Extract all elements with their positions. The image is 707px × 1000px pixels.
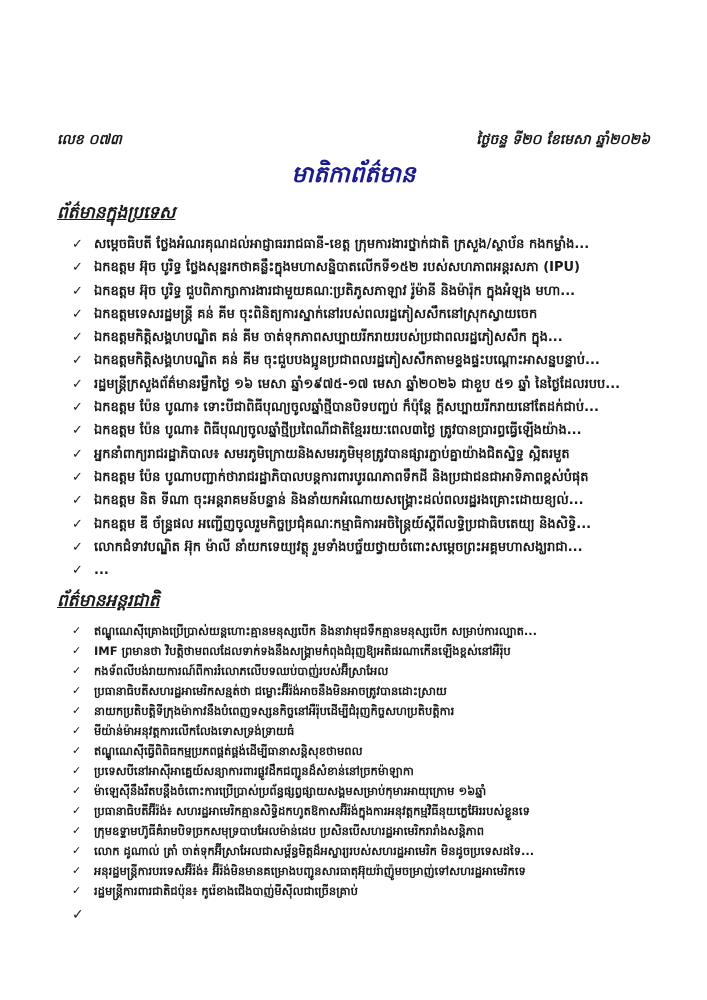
list-item xyxy=(72,326,650,349)
check-icon: ✓ xyxy=(72,684,82,698)
check-icon: ✓ xyxy=(72,330,83,346)
check-icon: ✓ xyxy=(72,423,83,439)
check-icon: ✓ xyxy=(72,353,83,369)
list-item-text: រដ្ឋមន្ត្រីការពារជាតិជប៉ុន៖ កូរ៉េខាងជើងបាញ់មីស៊ីលជាច្រើនគ្រាប់ xyxy=(94,884,358,899)
check-icon: ✓ xyxy=(72,469,83,485)
check-icon: ✓ xyxy=(72,376,83,392)
list-item xyxy=(72,419,650,442)
list-item-text: ប្រធានាធិបតីអ៊ីរ៉ង់៖ សហរដ្ឋអាមេរិកគ្មានសិទ្ធិដកហូតឱកាសអ៊ីរ៉ង់ក្នុងការអនុវត្តកម្មវិធីនុយក្លេអ៊ែររបស់ខ្លួនទេ xyxy=(94,804,530,819)
list-item xyxy=(72,721,650,741)
list-item-text: ឯកឧត្តមទេសរដ្ឋមន្ត្រី គន់ គីម ចុះពិនិត្យការស្នាក់នៅរបស់ពលរដ្ឋភៀសសឹកនៅស្រុកស្វាយចេក xyxy=(94,306,538,322)
list-item-text: ឯកឧត្តម អ៊ុច បូរិទ្ធ ជួបពិភាក្សាការងារជាមួយគណៈប្រតិភូសភាឡាវ រ៉ូម៉ានី និងម៉ារ៉ុក ក្នុងអំឡុង មហា... xyxy=(94,283,576,299)
list-item xyxy=(72,681,650,701)
list-item-text: រដ្ឋមន្ត្រីក្រសួងព័ត៌មានរម្លឹកថ្ងៃ ១៦ មេសា ឆ្នាំ១៩៧៥-១៧ មេសា ឆ្នាំ២០២៦ ជាខួប ៥១ ឆ្នាំ នៃថ្ងៃដែលរបប... xyxy=(94,376,621,392)
check-icon: ✓ xyxy=(72,664,82,678)
list-item xyxy=(72,861,650,881)
check-icon: ✓ xyxy=(72,864,82,878)
list-item-text: នាយកប្រតិបត្តិទីក្រុងម៉ាកាវនឹងបំពេញទស្សនកិច្ចនៅអឺរ៉ុបដើម្បីជំរុញកិច្ចសហប្រតិបត្តិការ xyxy=(94,704,455,719)
list-item xyxy=(72,621,650,641)
list-item xyxy=(72,801,650,821)
list-item-text: លោក ដូណាល់ ត្រាំ ចាត់ទុកអ៊ីស្រាអែលជាសម្ព័ន្ធមិត្តដ៏អស្ចារ្យរបស់សហរដ្ឋអាមេរិក មិនដូចប្រទេសដទៃ... xyxy=(94,844,535,859)
list-item-text: ម៉ាឡេស៊ីនឹងរឹតបន្តឹងចំពោះការប្រើប្រាស់ប្រព័ន្ធផ្សព្វផ្សាយសង្គមសម្រាប់កុមារអាយុក្រោម ១៦ឆ្នាំ xyxy=(94,784,487,799)
check-icon: ✓ xyxy=(72,539,83,555)
list-item-text: ឯកឧត្តម និត ទីណា ចុះអន្តរាគមន៍បន្ទាន់ និងនាំយកអំណោយសង្គ្រោះដល់ពលរដ្ឋរងគ្រោះដោយខ្យល់... xyxy=(94,493,584,509)
check-icon: ✓ xyxy=(72,306,83,322)
doc-date: ថ្ងៃចន្ទ ទី២០ ខែមេសា ឆ្នាំ២០២៦ xyxy=(476,132,650,148)
list-item xyxy=(72,701,650,721)
list-item-text: អ្នកនាំពាក្យរាជរដ្ឋាភិបាល៖ សមរភូមិក្រោយនិងសមរភូមិមុខត្រូវបានផ្សារភ្ជាប់គ្នាយ៉ាងជិតស្និទ្ធ ស្អិតរមួត xyxy=(94,446,570,462)
list-item xyxy=(72,513,650,536)
list-item xyxy=(72,443,650,466)
check-icon: ✓ xyxy=(72,493,83,509)
check-icon: ✓ xyxy=(72,446,83,462)
section-heading-international: ព័ត៌មានអន្តរជាតិ xyxy=(57,591,160,612)
list-item-text: អនុរដ្ឋមន្ត្រីការបរទេសអ៊ីរ៉ង់៖ អ៊ីរ៉ង់មិនមានគម្រោងបញ្ជូនសារធាតុអ៊ុយរ៉ាញ៉ូមចម្រាញ់ទៅសហរដ្ឋអាមេរិកទេ xyxy=(94,864,526,879)
check-icon: ✓ xyxy=(72,884,82,898)
list-item xyxy=(72,905,650,925)
page-title: មាតិកាព័ត៌មាន xyxy=(291,162,416,188)
list-item xyxy=(72,641,650,661)
list-item xyxy=(72,761,650,781)
list-item xyxy=(72,781,650,801)
list-item xyxy=(72,661,650,681)
list-item-text: សម្តេចធិបតី ថ្លែងអំណរគុណដល់អាជ្ញាធររាជធានី-ខេត្ត ក្រុមការងារថ្នាក់ជាតិ ក្រសួង/ស្ថាប័ន កងកម្លាំង... xyxy=(94,237,590,252)
list-item xyxy=(72,489,650,512)
check-icon: ✓ xyxy=(72,907,84,924)
check-icon: ✓ xyxy=(72,804,82,818)
list-item xyxy=(72,233,650,256)
check-icon: ✓ xyxy=(72,764,82,778)
domestic-news-list xyxy=(57,233,650,582)
list-item-text: ក្រុមឧទ្ទាមហ៊ូធីគំរាមបិទច្រកសមុទ្របាបអែលម៉ាន់ដេប ប្រសិនបើសហរដ្ឋអាមេរិករារាំងសន្តិភាព xyxy=(94,824,484,839)
check-icon: ✓ xyxy=(72,516,83,532)
list-item-text: IMF ព្រមានថា វិបត្តិថាមពលដែលទាក់ទងនឹងសង្គ្រាមកំពុងជំរុញឱ្យអតិផរណាកើនឡើងខ្ពស់នៅអឺរ៉ុប xyxy=(94,644,511,659)
list-item-text: លោកជំទាវបណ្ឌិត អ៊ុក ម៉ាលី នាំយកទេយ្យវត្ថុ រួមទាំងបច្ច័យថ្វាយចំពោះសម្តេចព្រះអគ្គមហាសង្ឃរាជា... xyxy=(94,539,583,555)
list-item xyxy=(72,280,650,303)
list-item-text: ឯកឧត្តមកិត្តិសង្គហបណ្ឌិត គន់ គីម ចាត់ទុកភាពសប្បាយរីករាយរបស់ប្រជាពលរដ្ឋភៀសសឹក ក្នុង... xyxy=(94,330,563,346)
list-item xyxy=(72,349,650,372)
list-item-text: ប្រធានាធិបតីសហរដ្ឋអាមេរិកសន្មត់ថា ជម្លោះអ៊ីរ៉ង់អាចនឹងមិនអាចត្រូវបានដោះស្រាយ xyxy=(94,684,447,699)
doc-number: លេខ ០៧៣ xyxy=(57,132,122,148)
check-icon: ✓ xyxy=(72,260,83,276)
check-icon: ✓ xyxy=(72,704,82,718)
check-icon: ✓ xyxy=(72,844,82,858)
list-item xyxy=(72,396,650,419)
list-item xyxy=(72,741,650,761)
check-icon: ✓ xyxy=(72,563,83,579)
check-icon: ✓ xyxy=(72,784,82,798)
check-icon: ✓ xyxy=(72,237,83,252)
list-item xyxy=(72,881,650,901)
check-icon: ✓ xyxy=(72,744,82,758)
list-item-text: ឯកឧត្តម អ៊ុច បូរិទ្ធ ថ្លែងសុន្ទរកថាគន្លឹះក្នុងមហាសន្និបាតលើកទី១៥២ របស់សហភាពអន្តរសភា (IPU) xyxy=(94,260,580,276)
list-item-text: កងទ័ពលីបង់រាយការណ៍ពីការរំលោភលើបទឈប់បាញ់របស់អ៊ីស្រាអែល xyxy=(94,664,389,679)
list-item-text: មីយ៉ាន់ម៉ាអនុវត្តការលើកលែងទោសទ្រង់ទ្រាយធំ xyxy=(94,724,295,739)
list-item-text: ឯកឧត្តម ប៉ែន បូណា៖ ពិធីបុណ្យចូលឆ្នាំថ្មីប្រពៃណីជាតិខ្មែររយៈពេល៣ថ្ងៃ ត្រូវបានប្រារព្ធធ្វើឡើងយ៉ាង... xyxy=(94,423,582,439)
check-icon: ✓ xyxy=(72,624,82,638)
list-item xyxy=(72,256,650,279)
document-header xyxy=(57,130,650,151)
list-item xyxy=(72,821,650,841)
list-item xyxy=(72,559,650,582)
list-item-text: ឥណ្ឌូណេស៊ីគ្រោងប្រើប្រាស់យន្តហោះគ្មានមនុស្សបើក និងនាវាមុជទឹកគ្មានមនុស្សបើក សម្រាប់ការល្បាត... xyxy=(94,624,538,639)
list-item-text: ប្រទេសបីនៅអាស៊ីអាគ្នេយ៍សន្យាការពារផ្លូវដឹកជញ្ជូនដ៏សំខាន់នៅច្រកម៉ាឡាកា xyxy=(94,764,414,779)
list-item-text: ឯកឧត្តម ប៉ែន បូណា៖ ទោះបីជាពិធីបុណ្យចូលឆ្នាំថ្មីបានបិទបញ្ចប់ ក៏ប៉ុន្តែ ក្តីសប្បាយរីករាយនៅតែដក់ជាប់... xyxy=(94,400,599,416)
international-news-list xyxy=(57,621,650,925)
check-icon: ✓ xyxy=(72,824,82,838)
check-icon: ✓ xyxy=(72,644,82,658)
list-item-text: ឯកឧត្តម ប៉ែន បូណាបញ្ជាក់ថារាជរដ្ឋាភិបាលបន្តការពារបូរណភាពទឹកដី និងប្រជាជនជាអាទិភាពខ្ពស់បំផុត xyxy=(94,469,589,485)
section-heading-domestic: ព័ត៌មានក្នុងប្រទេស xyxy=(57,203,176,223)
check-icon: ✓ xyxy=(72,400,83,416)
list-item xyxy=(72,466,650,489)
check-icon: ✓ xyxy=(72,724,82,738)
list-item xyxy=(72,841,650,861)
list-item xyxy=(72,536,650,559)
list-item xyxy=(72,373,650,396)
list-item-text: ឯកឧត្តម ឌី ច័ន្ទ្រផល អញ្ជើញចូលរួមកិច្ចប្រជុំគណៈកម្មាធិការអចិន្ត្រៃយ៍ស្តីពីលទ្ធិប្រជាធិបតេយ្យ និងសិទ្ធិ... xyxy=(94,516,592,532)
list-item-text: ... xyxy=(94,563,109,579)
check-icon: ✓ xyxy=(72,283,83,299)
list-item-text: ឯកឧត្តមកិត្តិសង្គហបណ្ឌិត គន់ គីម ចុះជួបបងប្អូនប្រជាពលរដ្ឋភៀសសឹកតាមខ្ទងផ្ទះបណ្តោះអាសន្នបន្ទាប់... xyxy=(94,353,600,369)
list-item-text: ឥណ្ឌូណេស៊ីធ្វើពិពិធកម្មប្រភពផ្គត់ផ្គង់ដើម្បីធានាសន្តិសុខថាមពល xyxy=(94,744,363,759)
list-item xyxy=(72,303,650,326)
